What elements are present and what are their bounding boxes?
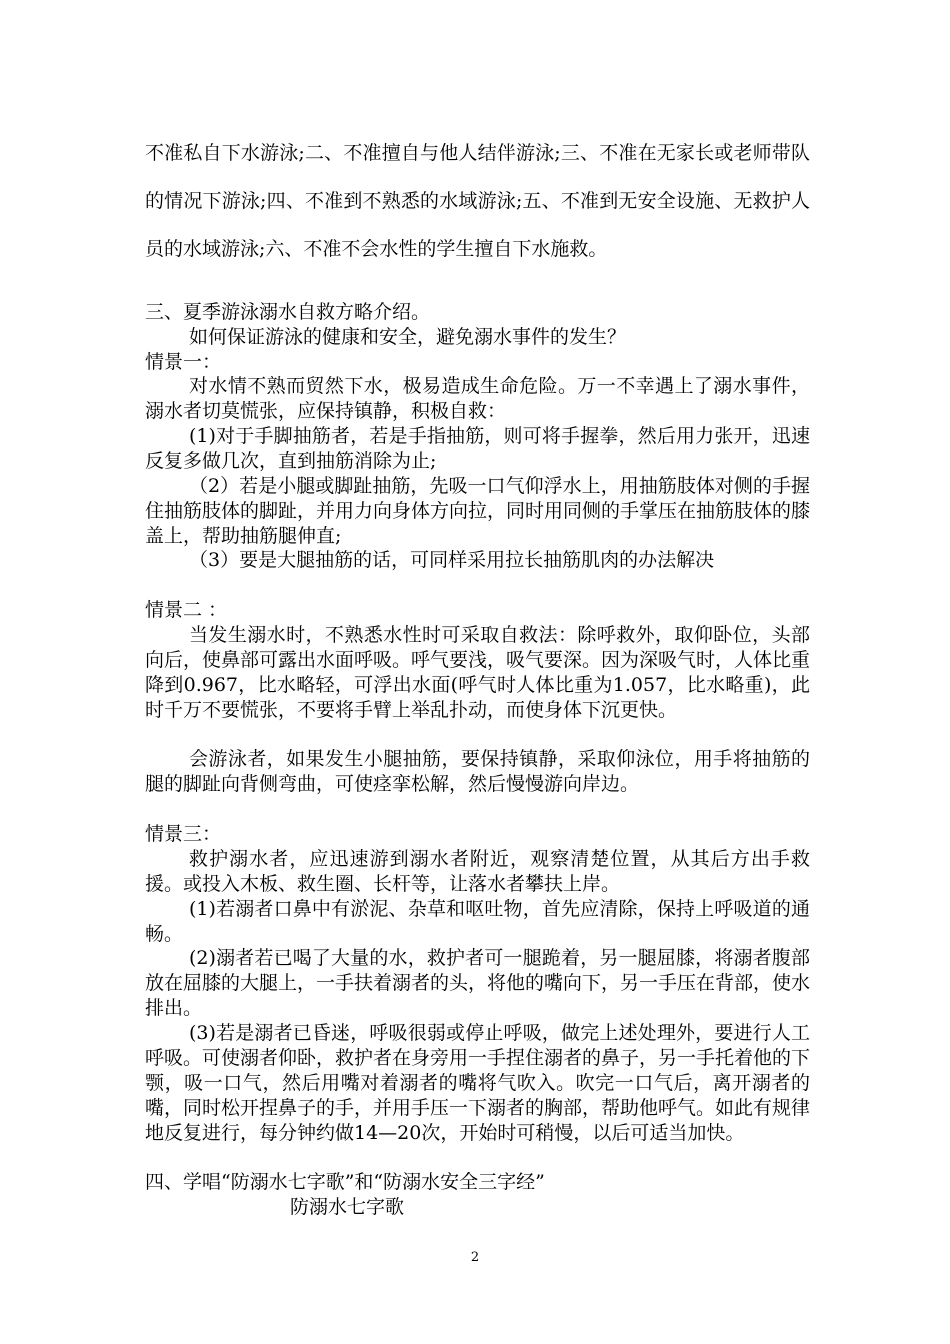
paragraph-scene3-item2: (2)溺者若已喝了大量的水，救护者可一腿跪着，另一腿屈膝，将溺者腹部放在屈膝的大腿上，一手扶着溺者的头，将他的嘴向下，另一手压在背部，使水排出。 xyxy=(145,947,811,1019)
paragraph-scene3-item3: (3)若是溺者已昏迷，呼吸很弱或停止呼吸，做完上述处理外，要进行人工呼吸。可使溺者仰卧，救护者在身旁用一手捏住溺者的鼻子，另一手托着他的下颚，吸一口气，然后用嘴对着溺者的嘴将气吹入。吹完一口气后，离开溺者的嘴，同时松开捏鼻子的手，并用手压一下溺者的胸部，帮助他呼气。如此有规律地反复进行，每分钟约做14—20次，开始时可稍慢，以后可适当加快。 xyxy=(145,1022,811,1144)
paragraph-scene2-intro: 当发生溺水时，不熟悉水性时可采取自救法：除呼救外，取仰卧位，头部向后，使鼻部可露出水面呼吸。呼气要浅，吸气要深。因为深吸气时，人体比重降到0.967，比水略轻，可浮出水面(呼气时人体比重为1.057，比水略重)，此时千万不要慌张，不要将手臂上举乱扑动，而使身体下沉更快。 xyxy=(145,624,811,721)
paragraph-scene1-item3: （3）要是大腿抽筋的话，可同样采用拉长抽筋肌肉的办法解决 xyxy=(189,549,715,571)
paragraph-scene3-item1: (1)若溺者口鼻中有淤泥、杂草和呕吐物，首先应清除，保持上呼吸道的通畅。 xyxy=(145,898,810,945)
paragraph-question: 如何保证游泳的健康和安全，避免溺水事件的发生？ xyxy=(189,326,627,348)
section-heading-4: 四、学唱“防溺水七字歌”和“防溺水安全三字经” xyxy=(145,1171,545,1193)
scene-heading-2: 情景二 ： xyxy=(145,599,228,621)
paragraph-scene3-intro: 救护溺水者，应迅速游到溺水者附近，观察清楚位置，从其后方出手救援。或投入木板、救生圈、长杆等，让落水者攀扶上岸。 xyxy=(145,848,810,895)
section-heading-3: 三、夏季游泳溺水自救方略介绍。 xyxy=(145,301,431,323)
paragraph-rules: 不准私自下水游泳;二、不准擅自与他人结伴游泳;三、不准在无家长或老师带队的情况下游泳;四、不准到不熟悉的水域游泳;五、不准到无安全设施、无救护人员的水域游泳;六、不准不会水性的学生擅自下水施救。 xyxy=(145,142,810,260)
scene-heading-3: 情景三： xyxy=(145,823,222,845)
scene-heading-1: 情景一： xyxy=(145,351,222,373)
paragraph-scene2-swimmer: 会游泳者，如果发生小腿抽筋，要保持镇静，采取仰泳位，用手将抽筋的腿的脚趾向背侧弯曲，可使痉挛松解，然后慢慢游向岸边。 xyxy=(145,748,810,795)
page-number: 2 xyxy=(470,1250,480,1265)
song-title: 防溺水七字歌 xyxy=(290,1196,405,1218)
paragraph-scene1-intro: 对水情不熟而贸然下水，极易造成生命危险。万一不幸遇上了溺水事件，溺水者切莫慌张，应保持镇静，积极自救： xyxy=(145,375,810,422)
paragraph-scene1-item1: (1)对于手脚抽筋者，若是手指抽筋，则可将手握拳，然后用力张开，迅速反复多做几次，直到抽筋消除为止; xyxy=(145,425,810,472)
paragraph-scene1-item2: （2）若是小腿或脚趾抽筋，先吸一口气仰浮水上，用抽筋肢体对侧的手握住抽筋肢体的脚趾，并用力向身体方向拉，同时用同侧的手掌压在抽筋肢体的膝盖上，帮助抽筋腿伸直; xyxy=(145,475,811,547)
